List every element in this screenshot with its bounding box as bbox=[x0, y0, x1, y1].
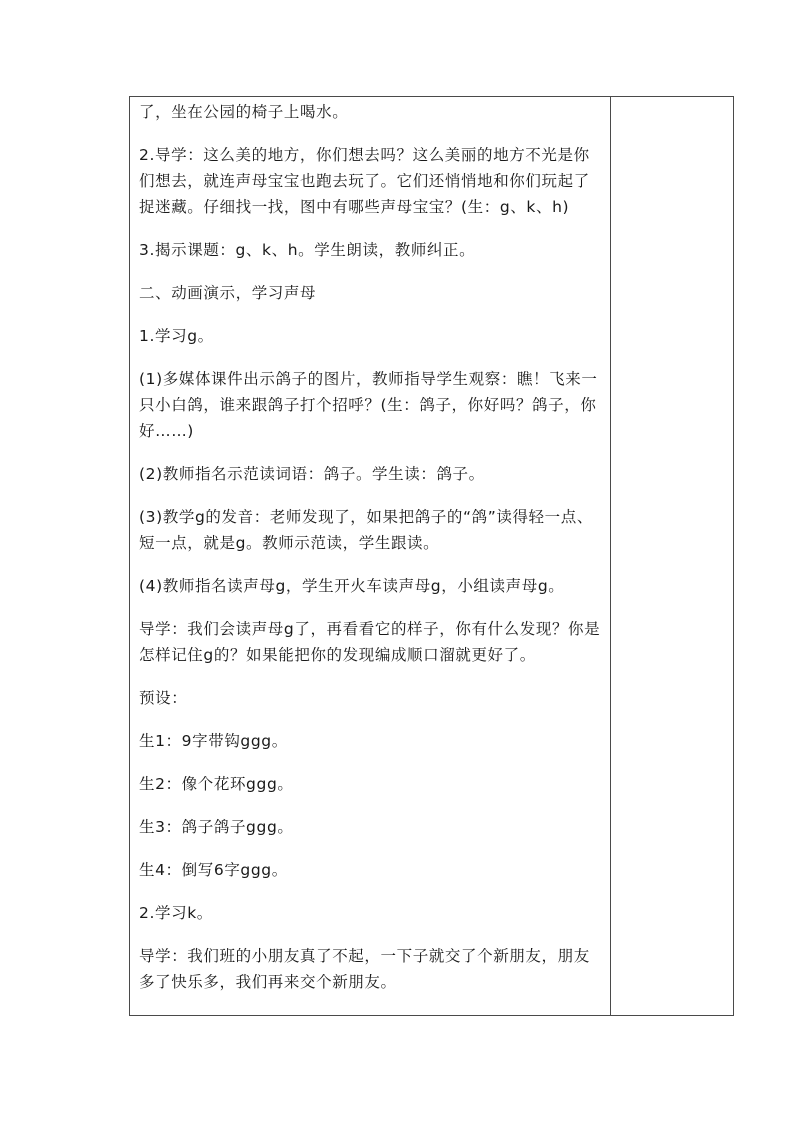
paragraph: 了，坐在公园的椅子上喝水。 bbox=[139, 103, 349, 121]
paragraph: 2.导学：这么美的地方，你们想去吗？这么美丽的地方不光是你们想去，就连声母宝宝也跑去玩了。它们还悄悄地和你们玩起了捉迷藏。仔细找一找，图中有哪些声母宝宝？(生：g、k、h) bbox=[139, 146, 590, 216]
content-cell bbox=[130, 97, 610, 1015]
paragraph: 生4：倒写6字ggg。 bbox=[139, 861, 288, 879]
paragraph: 3.揭示课题：g、k、h。学生朗读，教师纠正。 bbox=[139, 241, 476, 259]
paragraph: 导学：我们会读声母g了，再看看它的样子，你有什么发现？你是怎样记住g的？如果能把你的发现编成顺口溜就更好了。 bbox=[139, 620, 601, 664]
paragraph: 生1：9字带钩ggg。 bbox=[139, 732, 288, 750]
paragraph: 1.学习g。 bbox=[139, 327, 214, 345]
paragraph: 2.学习k。 bbox=[139, 904, 213, 922]
section-heading: 二、动画演示，学习声母 bbox=[139, 284, 317, 302]
paragraph: 导学：我们班的小朋友真了不起，一下子就交了个新朋友，朋友多了快乐多，我们再来交个新朋友。 bbox=[139, 947, 590, 991]
notes-cell bbox=[611, 97, 733, 1015]
paragraph: (1)多媒体课件出示鸽子的图片，教师指导学生观察：瞧！飞来一只小白鸽，谁来跟鸽子打个招呼？(生：鸽子，你好吗？鸽子，你好……) bbox=[139, 370, 598, 440]
paragraph: 生3：鸽子鸽子ggg。 bbox=[139, 818, 294, 836]
paragraph: 预设： bbox=[139, 689, 188, 707]
paragraph: 生2：像个花环ggg。 bbox=[139, 775, 294, 793]
paragraph: (4)教师指名读声母g，学生开火车读声母g，小组读声母g。 bbox=[139, 577, 565, 595]
lesson-plan-table bbox=[129, 96, 734, 1016]
paragraph: (2)教师指名示范读词语：鸽子。学生读：鸽子。 bbox=[139, 465, 485, 483]
paragraph: (3)教学g的发音：老师发现了，如果把鸽子的“鸽”读得轻一点、短一点，就是g。教师示范读，学生跟读。 bbox=[139, 508, 593, 552]
